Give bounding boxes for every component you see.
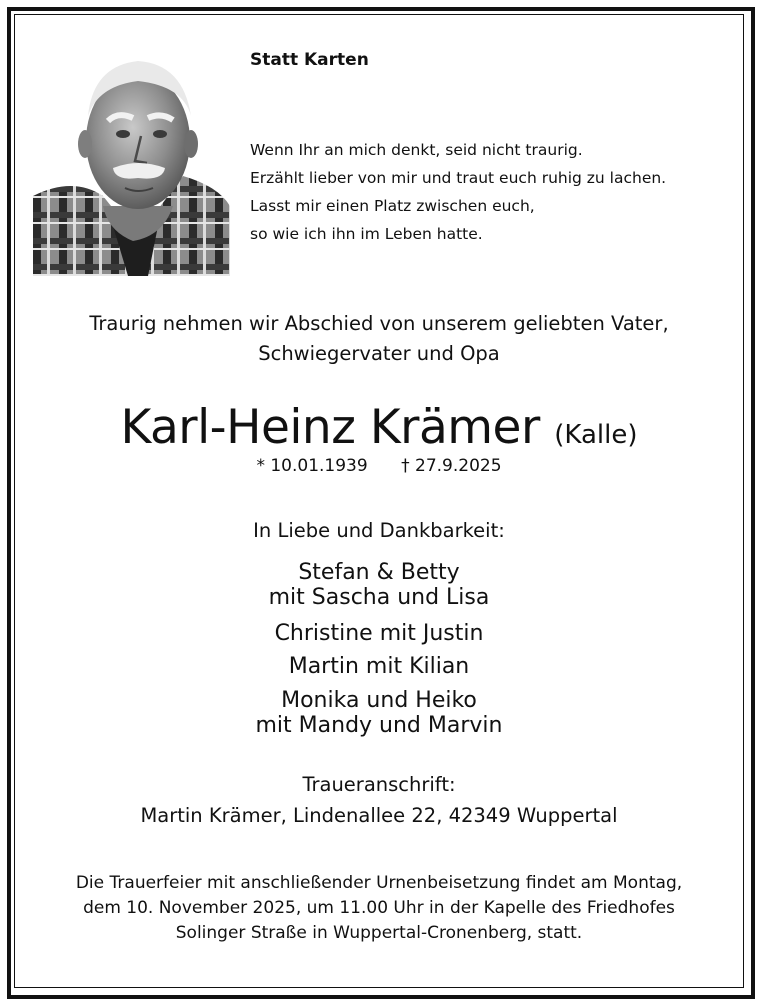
poem-line: so wie ich ihn im Leben hatte.: [250, 225, 483, 243]
mourner-group: [0, 621, 758, 646]
life-dates: [0, 456, 758, 476]
mourner-line: mit Mandy und Marvin: [255, 713, 503, 738]
portrait-photo: [33, 46, 230, 276]
mourner-line: Martin mit Kilian: [288, 654, 470, 679]
deceased-name: Karl-Heinz Krämer: [120, 400, 540, 455]
mourners-heading: In Liebe und Dankbarkeit:: [253, 519, 505, 542]
mourner-line: mit Sascha und Lisa: [268, 585, 490, 610]
address-value: Martin Krämer, Lindenallee 22, 42349 Wuppertal: [140, 804, 618, 827]
poem-line: Erzählt lieber von mir und traut euch ruhig zu lachen.: [250, 169, 667, 187]
address-label: Traueranschrift:: [302, 773, 456, 796]
service-line: Solinger Straße in Wuppertal-Cronenberg, statt.: [175, 923, 583, 943]
mourner-group: [0, 654, 758, 679]
mourner-line: Stefan & Betty: [298, 560, 460, 585]
intro-line: Schwiegervater und Opa: [258, 342, 500, 365]
poem-line: Lasst mir einen Platz zwischen euch,: [250, 197, 535, 215]
deceased-nickname: (Kalle): [554, 420, 638, 450]
intro-text: [0, 309, 758, 369]
poem: [250, 136, 666, 248]
mourner-group: [0, 688, 758, 738]
statt-karten-label: Statt Karten: [250, 50, 369, 70]
mourner-group: [0, 560, 758, 610]
mourner-line: Monika und Heiko: [281, 688, 477, 713]
service-notice: [0, 871, 758, 946]
poem-line: Wenn Ihr an mich denkt, seid nicht traurig.: [250, 141, 583, 159]
service-line: dem 10. November 2025, um 11.00 Uhr in der Kapelle des Friedhofes: [83, 898, 675, 918]
deceased-name-line: [0, 398, 758, 465]
mourner-line: Christine mit Justin: [274, 621, 484, 646]
service-line: Die Trauerfeier mit anschließender Urnenbeisetzung findet am Montag,: [75, 873, 683, 893]
intro-line: Traurig nehmen wir Abschied von unserem geliebten Vater,: [89, 312, 669, 335]
birth-date: * 10.01.1939: [256, 456, 368, 476]
death-date: † 27.9.2025: [401, 456, 502, 476]
